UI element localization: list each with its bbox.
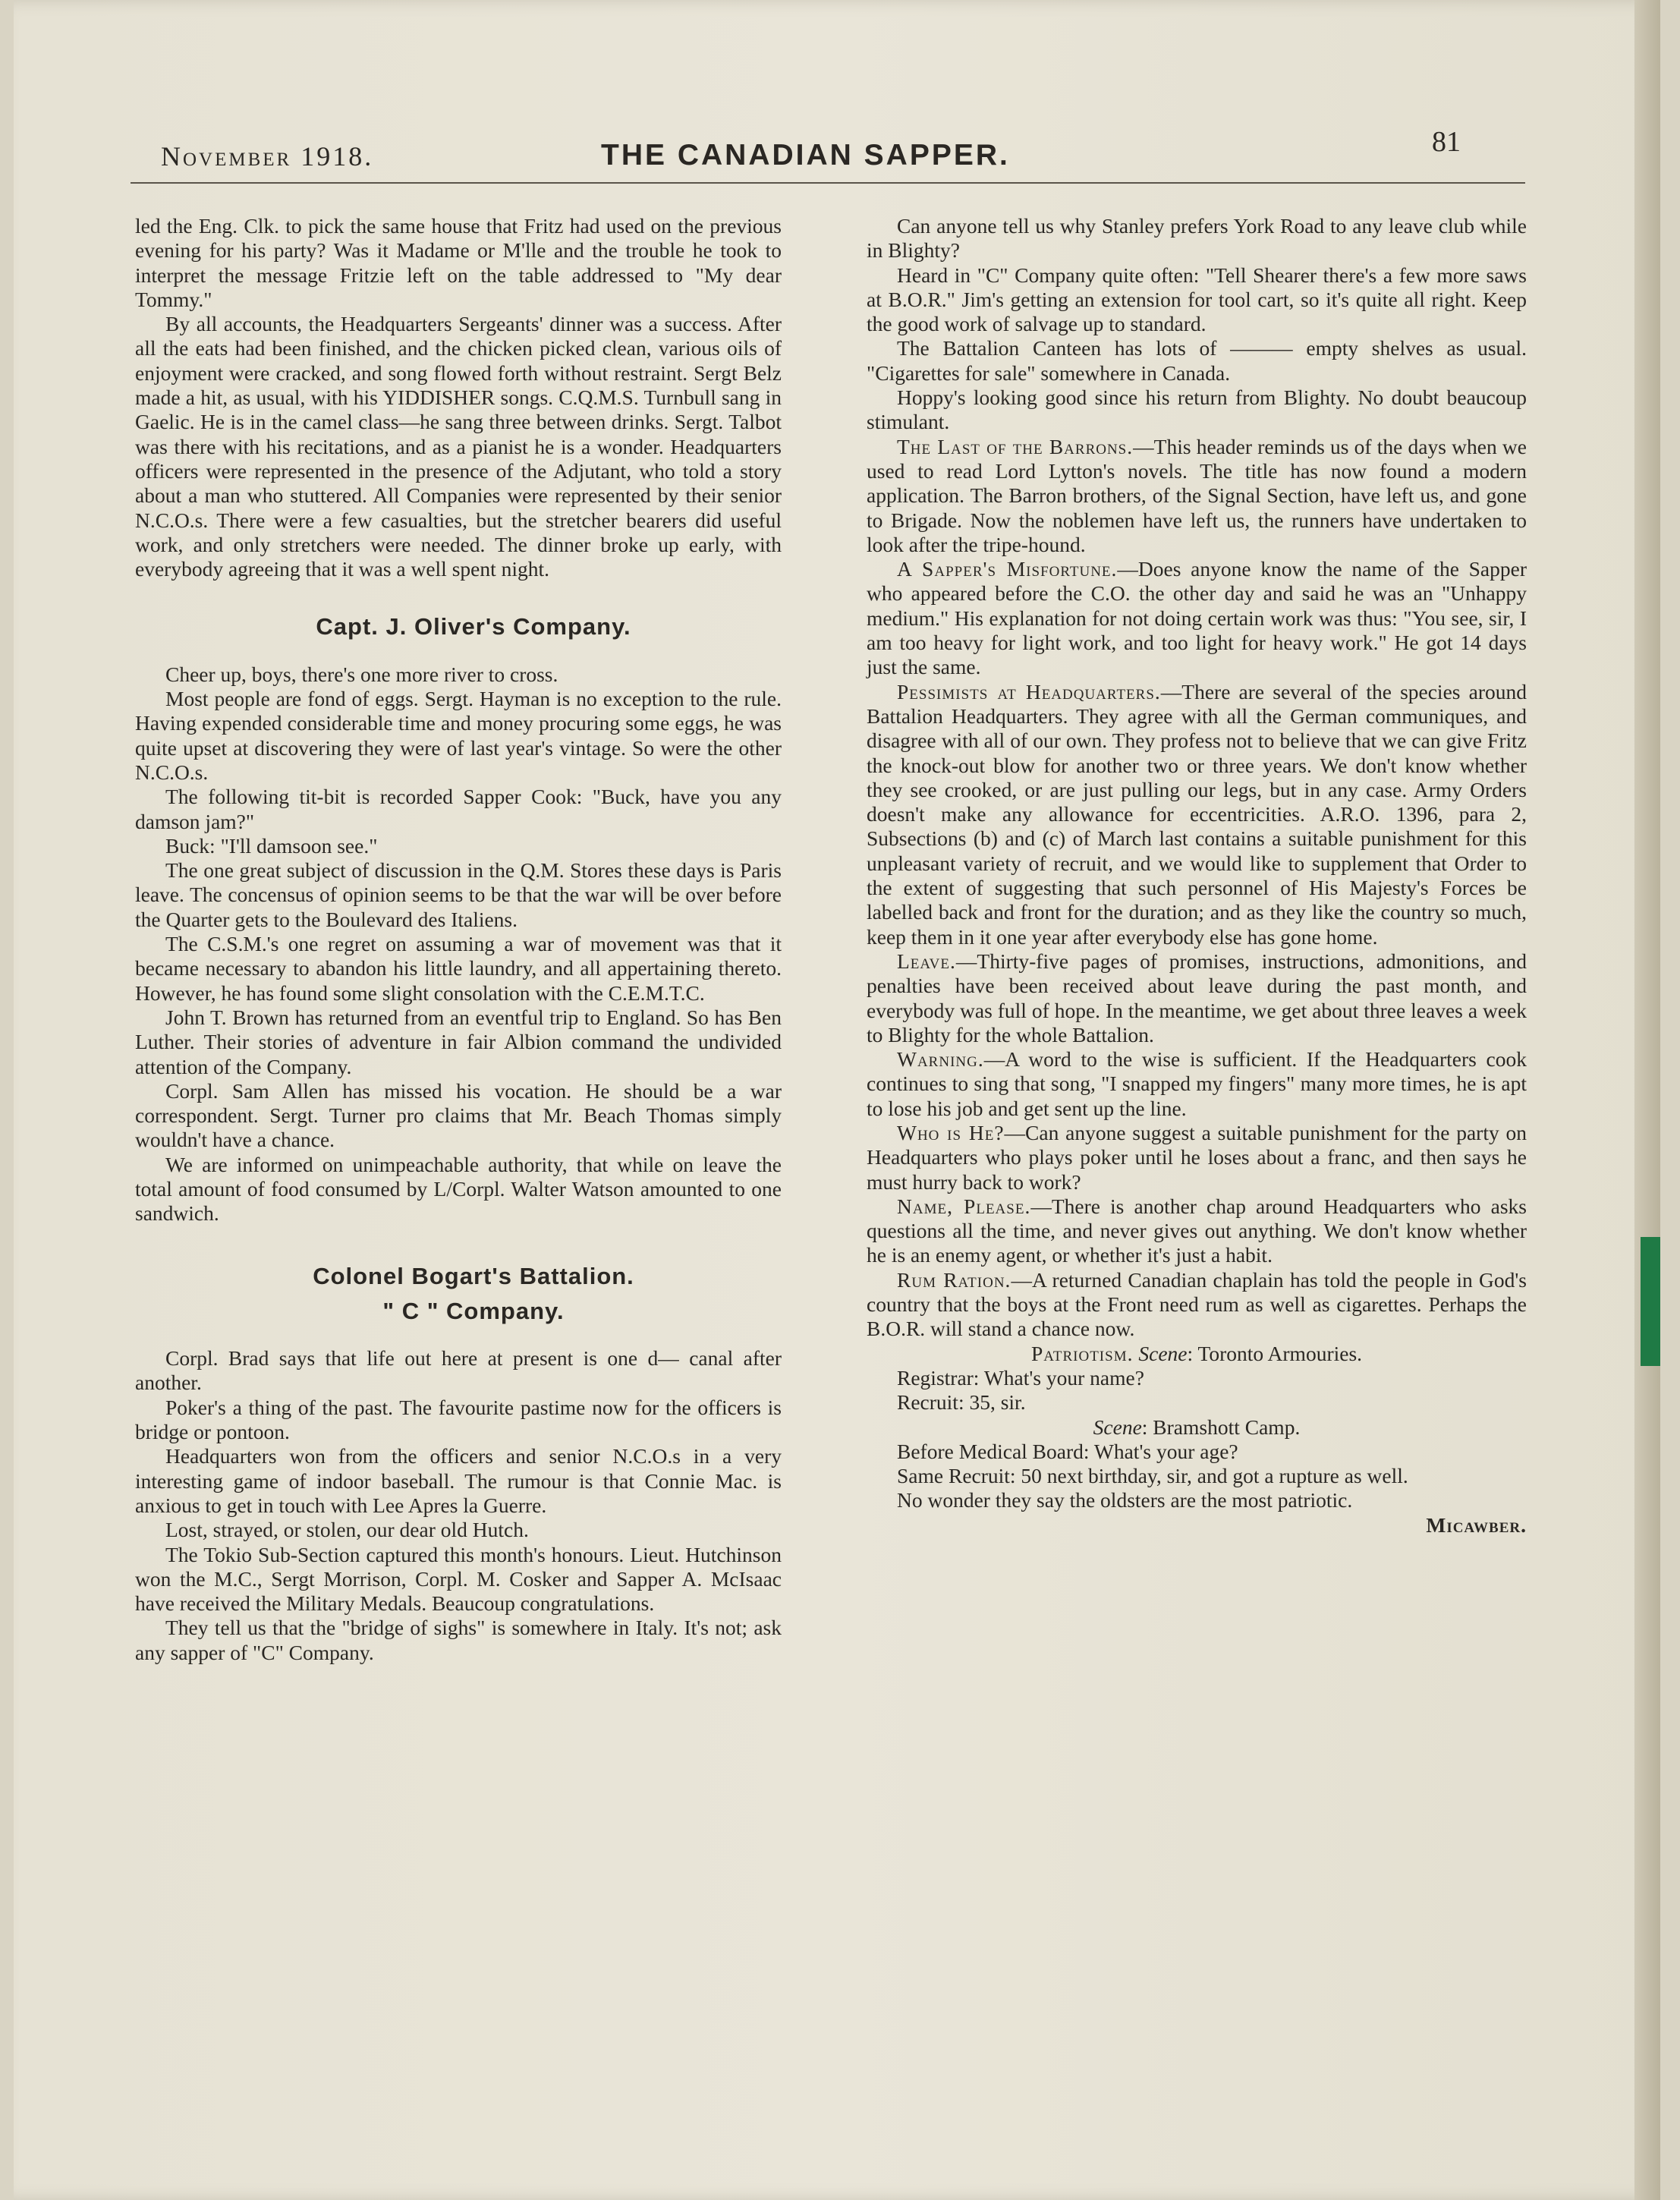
paragraph-lead: Patriotism. — [1030, 1341, 1134, 1365]
paragraph: Corpl. Brad says that life out here at present is one d— canal after another. — [135, 1346, 782, 1395]
paragraph-lead: Leave. — [897, 949, 956, 973]
paragraph: led the Eng. Clk. to pick the same house that Fritz had used on the previous evening for his party? Was it Madame or M'lle and the trouble he took to interpret the message Fritzie left on the table addressed to "My dear Tommy." — [135, 214, 782, 311]
paragraph: Name, Please.—There is another chap around Headquarters who asks questions all the time, and never gives out anything. We don't know whether he is an enemy agent, or whether it's just a habit. — [867, 1194, 1527, 1267]
paragraph: The Tokio Sub-Section captured this month's honours. Lieut. Hutchinson won the M.C., Sergt Morrison, Corpl. M. Cosker and Sapper A. McIsaac have received the Military Medals. Beaucoup congratulations. — [135, 1542, 782, 1616]
paragraph: Who is He?—Can anyone suggest a suitable punishment for the party on Headquarters who plays poker until he loses about a franc, and then says he must hurry back to work? — [867, 1120, 1527, 1194]
right-column — [867, 214, 1527, 1537]
paragraph: Cheer up, boys, there's one more river to cross. — [165, 662, 558, 686]
paragraph: The Battalion Canteen has lots of ——— empty shelves as usual. "Cigarettes for sale" somewhere in Canada. — [867, 336, 1527, 385]
paragraph: Most people are fond of eggs. Sergt. Hayman is no exception to the rule. Having expended considerable time and money procuring some eggs, he was quite upset at discovering they were of last year's vintage. So were the other N.C.O.s. — [135, 687, 782, 784]
page-number: 81 — [1432, 126, 1461, 158]
paragraph: The one great subject of discussion in the Q.M. Stores these days is Paris leave. The concensus of opinion seems to be that the war will be over before the Quarter gets to the Boulevard des Italiens. — [135, 858, 782, 931]
paragraph: Lost, strayed, or stolen, our dear old Hutch. — [165, 1518, 529, 1542]
paragraph: Leave.—Thirty-five pages of promises, instructions, admonitions, and penalties have been received about leave during the past month, and everybody was full of hope. In the meantime, we get about three leaves a week to Blighty for the whole Battalion. — [867, 949, 1527, 1046]
paragraph: The Last of the Barrons.—This header reminds us of the days when we used to read Lord Lytton's novels. The title has now found a modern application. The Barron brothers, of the Signal Section, have left us, and gone to Brigade. Now the noblemen have left us, the runners have undertaken to look after the tripe-hound. — [867, 434, 1527, 556]
subsection-heading: " C " Company. — [382, 1297, 565, 1324]
dialogue-line: Before Medical Board: What's your age? — [897, 1439, 1238, 1463]
section-heading: Capt. J. Oliver's Company. — [316, 613, 631, 640]
paragraph: Hoppy's looking good since his return from Blighty. No doubt beaucoup stimulant. — [867, 386, 1527, 434]
left-column — [135, 214, 782, 1665]
paragraph-lead: Rum Ration. — [897, 1267, 1011, 1292]
paragraph-lead: Name, Please. — [897, 1194, 1031, 1218]
paragraph: The following tit-bit is recorded Sapper Cook: "Buck, have you any damson jam?" — [135, 785, 782, 833]
dialogue-line: Same Recruit: 50 next birthday, sir, and got a rupture as well. — [897, 1464, 1408, 1488]
publication-title: THE CANADIAN SAPPER. — [601, 139, 1010, 172]
paragraph: Poker's a thing of the past. The favourite pastime now for the officers is bridge or pontoon. — [135, 1395, 782, 1444]
paragraph: Heard in "C" Company quite often: "Tell Shearer there's a few more saws at B.O.R." Jim's getting an extension for tool cart, so it's quite all right. Keep the good work of salvage up to standard. — [867, 263, 1527, 336]
page-spine-shadow — [1634, 0, 1660, 2200]
green-page-tab — [1641, 1237, 1660, 1366]
paragraph: Scene: Bramshott Camp. — [1093, 1415, 1301, 1439]
paragraph-lead: Warning. — [897, 1047, 984, 1072]
header-rule — [131, 182, 1525, 184]
paragraph: Headquarters won from the officers and senior N.C.O.s in a very interesting game of indoor baseball. The rumour is that Connie Mac. is anxious to get in touch with Lee Apres la Guerre. — [135, 1444, 782, 1517]
paragraph: Corpl. Sam Allen has missed his vocation. He should be a war correspondent. Sergt. Turner pro claims that Mr. Beach Thomas simply wouldn't have a chance. — [135, 1078, 782, 1152]
section-heading: Colonel Bogart's Battalion. — [313, 1262, 634, 1289]
paragraph: No wonder they say the oldsters are the most patriotic. — [897, 1488, 1353, 1512]
author-signature: Micawber. — [1426, 1512, 1527, 1537]
paragraph: Buck: "I'll damsoon see." — [165, 833, 378, 858]
paragraph: Rum Ration.—A returned Canadian chaplain has told the people in God's country that the boys at the Front need rum as well as cigarettes. Perhaps the B.O.R. will stand a chance now. — [867, 1267, 1527, 1341]
paragraph: We are informed on unimpeachable authority, that while on leave the total amount of food consumed by L/Corpl. Walter Watson amounted to one sandwich. — [135, 1152, 782, 1226]
paragraph: Can anyone tell us why Stanley prefers York Road to any leave club while in Blighty? — [867, 214, 1527, 263]
paragraph: John T. Brown has returned from an eventful trip to England. So has Ben Luther. Their stories of adventure in fair Albion command the undivided attention of the Company. — [135, 1005, 782, 1078]
paragraph: They tell us that the "bridge of sighs" is somewhere in Italy. It's not; ask any sapper of "C" Company. — [135, 1616, 782, 1664]
paragraph: Pessimists at Headquarters.—There are several of the species around Battalion Headquarters. They agree with all the German communiques, and disagree with all of our own. They profess not to believe that we can give Fritz the knock-out blow for another two or three years. We don't know whether they see crooked, or are just pulling our legs, but in any case. Army Orders doesn't make any allowance for eccentricities. A.R.O. 1396, para 2, Subsections (b) and (c) of March last contains a suitable punishment for this unpleasant variety of recruit, and we would like to supplement that Order to the extent of suggesting that such personnel of His Majesty's Forces be labelled back and front for the duration; and as they like the country so much, keep them in it one year after everybody else has gone home. — [867, 679, 1527, 949]
paragraph-lead: Who is He? — [897, 1120, 1005, 1144]
paragraph: By all accounts, the Headquarters Sergeants' dinner was a success. After all the eats had been finished, and the chicken picked clean, various oils of enjoyment were cracked, and song flowed forth without restraint. Sergt Belz made a hit, as usual, with his YIDDISHER songs. C.Q.M.S. Turnbull sang in Gaelic. He is in the camel class—he sang three between drinks. Sergt. Talbot was there with his recitations, and as a pianist he is a wonder. Headquarters officers were represented in the presence of the Adjutant, who told a story about a man who stuttered. All Companies were represented by their senior N.C.O.s. There were a few casualties, but the stretcher bearers did useful work, and only stretchers were needed. The dinner broke up early, with everybody agreeing that it was a well spent night. — [135, 312, 782, 581]
paragraph-lead: A Sapper's Misfortune. — [897, 557, 1118, 581]
paragraph: A Sapper's Misfortune.—Does anyone know the name of the Sapper who appeared before the C.O. the other day and said he was an "Unhappy medium." His explanation for not doing certain work was thus: "You see, sir, I am too heavy for light work, and too light for heavy work." He got 14 days just the same. — [867, 557, 1527, 679]
paragraph: Warning.—A word to the wise is sufficient. If the Headquarters cook continues to sing that song, "I snapped my fingers" many more times, he is apt to lose his job and get sent up the line. — [867, 1047, 1527, 1120]
paragraph: The C.S.M.'s one regret on assuming a war of movement was that it became necessary to abandon his little laundry, and all appertaining thereto. However, he has found some slight consolation with the C.E.M.T.C. — [135, 932, 782, 1005]
paragraph: Patriotism. Scene: Toronto Armouries. — [1030, 1341, 1363, 1365]
running-head — [115, 126, 1542, 186]
dialogue-line: Registrar: What's your name? — [897, 1365, 1144, 1390]
paragraph-lead: Pessimists at Headquarters. — [897, 679, 1161, 703]
issue-date: November 1918. — [161, 141, 374, 172]
dialogue-line: Recruit: 35, sir. — [897, 1390, 1026, 1415]
paragraph-lead: The Last of the Barrons. — [897, 434, 1134, 458]
